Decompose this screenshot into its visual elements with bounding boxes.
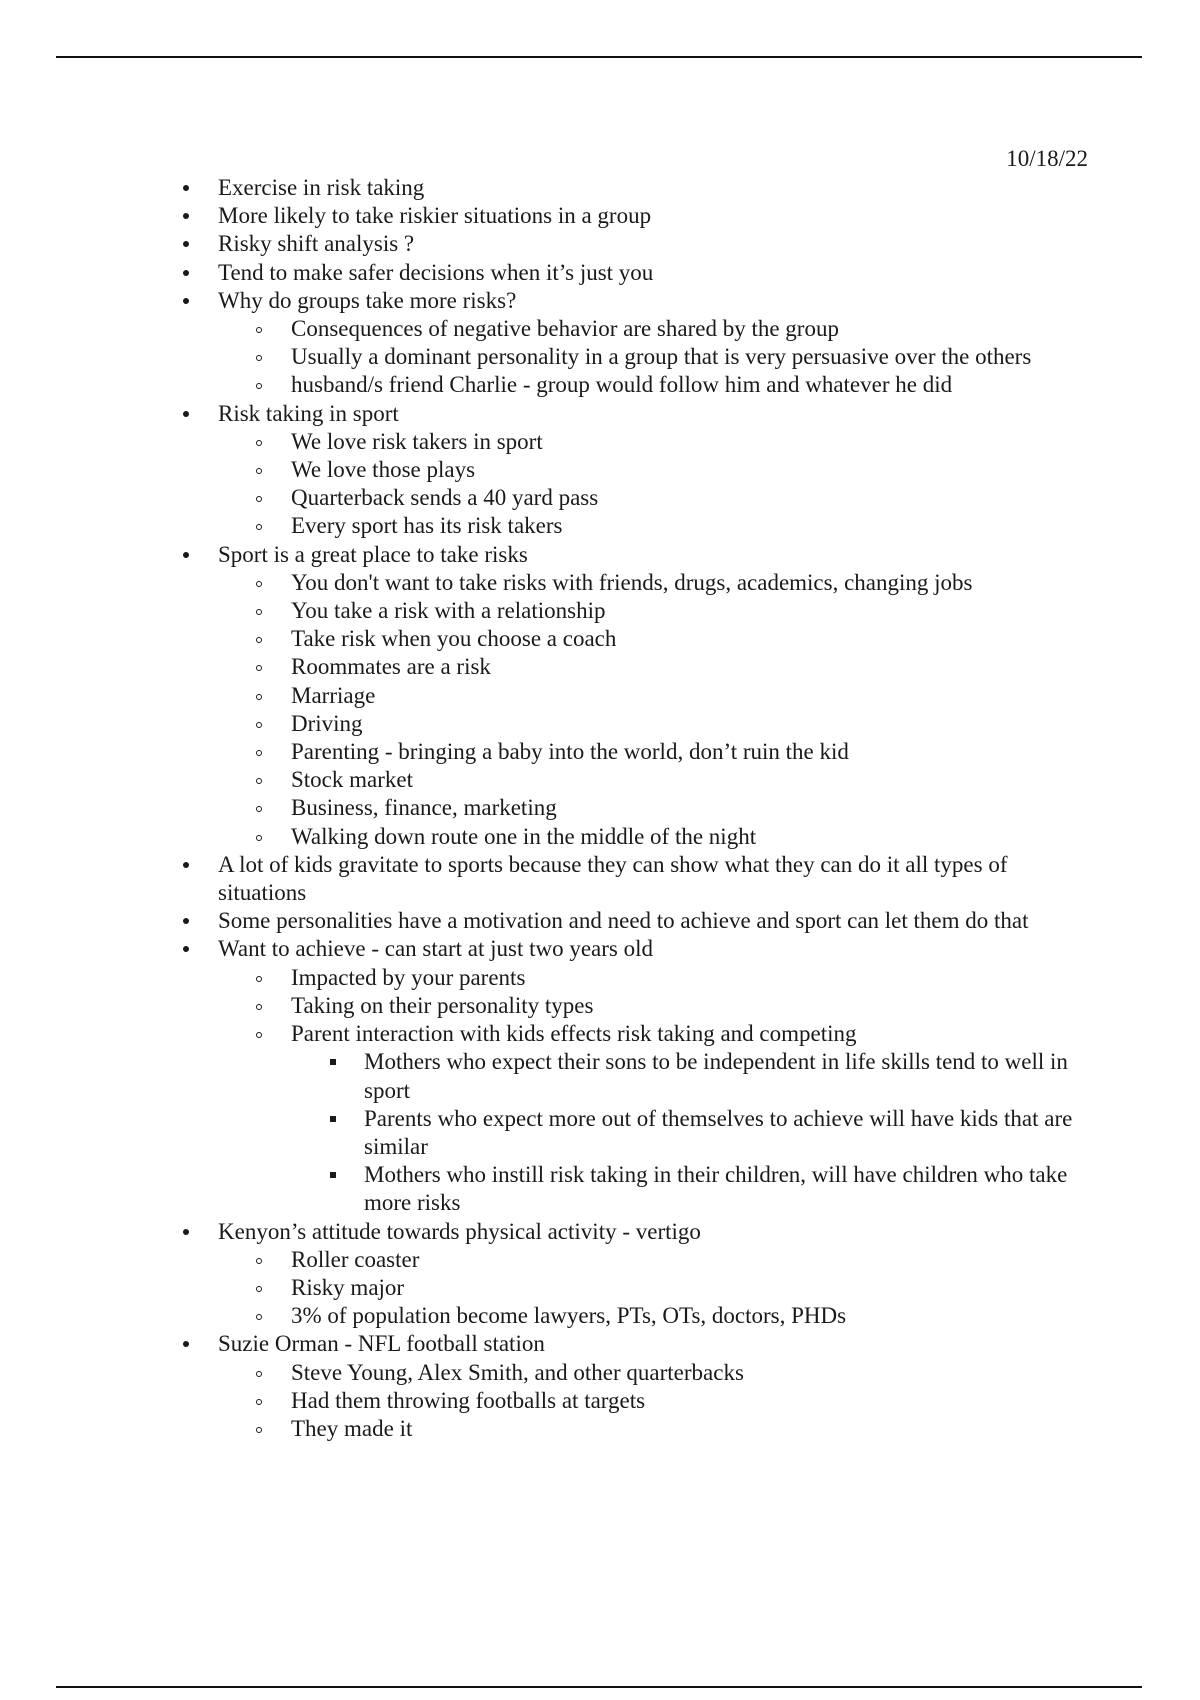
circle-bullet-icon — [256, 512, 266, 540]
circle-bullet-icon — [256, 456, 266, 484]
note-text: Consequences of negative behavior are shared by the group — [291, 316, 839, 342]
note-item-level-2 — [0, 597, 1200, 625]
notes-list — [0, 174, 1200, 1443]
note-item-level-2 — [0, 964, 1200, 992]
note-item-level-1 — [0, 287, 1200, 315]
note-text: Sport is a great place to take risks — [218, 541, 528, 567]
disc-bullet-icon — [183, 907, 193, 935]
note-text: Exercise in risk taking — [218, 175, 425, 200]
circle-bullet-icon — [256, 625, 266, 653]
note-item-level-2 — [0, 682, 1200, 710]
note-text: Taking on their personality types — [291, 992, 594, 1018]
circle-bullet-icon — [256, 766, 266, 794]
disc-bullet-icon — [183, 935, 193, 963]
note-text: Business, finance, marketing — [291, 795, 557, 821]
note-item-level-2 — [0, 315, 1200, 343]
note-text: Parenting - bringing a baby into the world, don’t ruin the kid — [291, 739, 849, 765]
note-item-level-1 — [0, 202, 1200, 230]
note-item-level-1 — [0, 907, 1200, 935]
note-text: Roommates are a risk — [291, 654, 491, 680]
note-text: Had them throwing footballs at targets — [291, 1387, 646, 1413]
circle-bullet-icon — [256, 823, 266, 851]
page-date: 10/18/22 — [1006, 146, 1088, 171]
note-item-level-2 — [0, 1387, 1200, 1415]
note-item-level-2 — [0, 823, 1200, 851]
note-text: Kenyon’s attitude towards physical activity - vertigo — [218, 1218, 701, 1244]
disc-bullet-icon — [183, 541, 193, 569]
note-text: You take a risk with a relationship — [291, 598, 606, 624]
circle-bullet-icon — [256, 569, 266, 597]
note-item-level-1 — [0, 1218, 1200, 1246]
circle-bullet-icon — [256, 315, 266, 343]
note-text: Why do groups take more risks? — [218, 287, 517, 313]
disc-bullet-icon — [183, 400, 193, 428]
circle-bullet-icon — [256, 992, 266, 1020]
note-text: Parents who expect more out of themselves to achieve will have kids that are similar — [364, 1105, 1073, 1159]
note-item-level-1 — [0, 1330, 1200, 1358]
note-text: Mothers who instill risk taking in their children, will have children who take more risks — [364, 1162, 1068, 1216]
note-text: Quarterback sends a 40 yard pass — [291, 485, 599, 511]
circle-bullet-icon — [256, 428, 266, 456]
note-item-level-2 — [0, 738, 1200, 766]
square-bullet-icon — [330, 1048, 340, 1076]
disc-bullet-icon — [183, 851, 193, 879]
note-item-level-2 — [0, 456, 1200, 484]
disc-bullet-icon — [183, 259, 193, 287]
note-text: Every sport has its risk takers — [291, 513, 563, 539]
note-item-level-2 — [0, 371, 1200, 399]
note-text: Marriage — [291, 682, 376, 708]
note-text: We love risk takers in sport — [291, 428, 543, 454]
circle-bullet-icon — [256, 484, 266, 512]
note-item-level-2 — [0, 484, 1200, 512]
circle-bullet-icon — [256, 371, 266, 399]
circle-bullet-icon — [256, 1387, 266, 1415]
note-item-level-1 — [0, 400, 1200, 428]
note-text: Suzie Orman - NFL football station — [218, 1331, 545, 1357]
disc-bullet-icon — [183, 174, 193, 202]
note-item-level-1 — [0, 259, 1200, 287]
note-item-level-2 — [0, 1274, 1200, 1302]
note-item-level-2 — [0, 625, 1200, 653]
note-text: Walking down route one in the middle of the night — [291, 823, 757, 849]
note-text: Parent interaction with kids effects risk taking and competing — [291, 1021, 857, 1047]
note-item-level-2 — [0, 766, 1200, 794]
circle-bullet-icon — [256, 1020, 266, 1048]
note-text: Risky major — [291, 1274, 405, 1300]
note-text: A lot of kids gravitate to sports because they can show what they can do it all types of situations — [218, 851, 1008, 906]
disc-bullet-icon — [183, 1218, 193, 1246]
note-item-level-1 — [0, 541, 1200, 569]
note-text: Mothers who expect their sons to be independent in life skills tend to well in sport — [364, 1049, 1068, 1103]
note-text: They made it — [291, 1415, 413, 1441]
note-item-level-2 — [0, 428, 1200, 456]
note-text: We love those plays — [291, 457, 476, 483]
note-text: Usually a dominant personality in a group that is very persuasive over the others — [291, 344, 1032, 370]
note-text: husband/s friend Charlie - group would follow him and whatever he did — [291, 372, 953, 398]
square-bullet-icon — [330, 1161, 340, 1189]
circle-bullet-icon — [256, 710, 266, 738]
bottom-rule — [56, 1686, 1142, 1688]
disc-bullet-icon — [183, 230, 193, 258]
note-text: Steve Young, Alex Smith, and other quarterbacks — [291, 1359, 744, 1385]
note-item-level-2 — [0, 1020, 1200, 1048]
circle-bullet-icon — [256, 653, 266, 681]
note-text: Risk taking in sport — [218, 400, 399, 426]
circle-bullet-icon — [256, 1302, 266, 1330]
note-item-level-1 — [0, 935, 1200, 963]
note-text: Take risk when you choose a coach — [291, 626, 617, 652]
note-item-level-1 — [0, 174, 1200, 202]
note-item-level-2 — [0, 569, 1200, 597]
note-text: Want to achieve - can start at just two years old — [218, 936, 654, 962]
note-item-level-1 — [0, 230, 1200, 258]
circle-bullet-icon — [256, 682, 266, 710]
note-item-level-2 — [0, 653, 1200, 681]
note-item-level-2 — [0, 794, 1200, 822]
circle-bullet-icon — [256, 343, 266, 371]
disc-bullet-icon — [183, 287, 193, 315]
note-text: Tend to make safer decisions when it’s just you — [218, 259, 654, 285]
note-text: More likely to take riskier situations in a group — [218, 203, 652, 229]
disc-bullet-icon — [183, 1330, 193, 1358]
circle-bullet-icon — [256, 597, 266, 625]
note-item-level-2 — [0, 1415, 1200, 1443]
circle-bullet-icon — [256, 1274, 266, 1302]
circle-bullet-icon — [256, 738, 266, 766]
note-item-level-2 — [0, 512, 1200, 540]
note-item-level-3 — [0, 1105, 1200, 1161]
square-bullet-icon — [330, 1105, 340, 1133]
note-item-level-2 — [0, 1246, 1200, 1274]
note-item-level-2 — [0, 1302, 1200, 1330]
note-item-level-2 — [0, 1359, 1200, 1387]
note-text: Risky shift analysis ? — [218, 231, 415, 257]
note-item-level-2 — [0, 992, 1200, 1020]
note-text: Roller coaster — [291, 1246, 420, 1272]
note-text: Driving — [291, 710, 363, 736]
note-text: Stock market — [291, 767, 413, 793]
note-item-level-2 — [0, 710, 1200, 738]
disc-bullet-icon — [183, 202, 193, 230]
circle-bullet-icon — [256, 1415, 266, 1443]
note-text: 3% of population become lawyers, PTs, OTs, doctors, PHDs — [291, 1303, 847, 1329]
circle-bullet-icon — [256, 1359, 266, 1387]
note-text: You don't want to take risks with friends, drugs, academics, changing jobs — [291, 569, 973, 595]
note-text: Impacted by your parents — [291, 964, 526, 990]
circle-bullet-icon — [256, 964, 266, 992]
note-item-level-3 — [0, 1161, 1200, 1217]
note-item-level-2 — [0, 343, 1200, 371]
note-item-level-3 — [0, 1048, 1200, 1104]
note-item-level-1 — [0, 851, 1200, 907]
circle-bullet-icon — [256, 794, 266, 822]
note-text: Some personalities have a motivation and need to achieve and sport can let them do that — [218, 908, 1029, 934]
circle-bullet-icon — [256, 1246, 266, 1274]
